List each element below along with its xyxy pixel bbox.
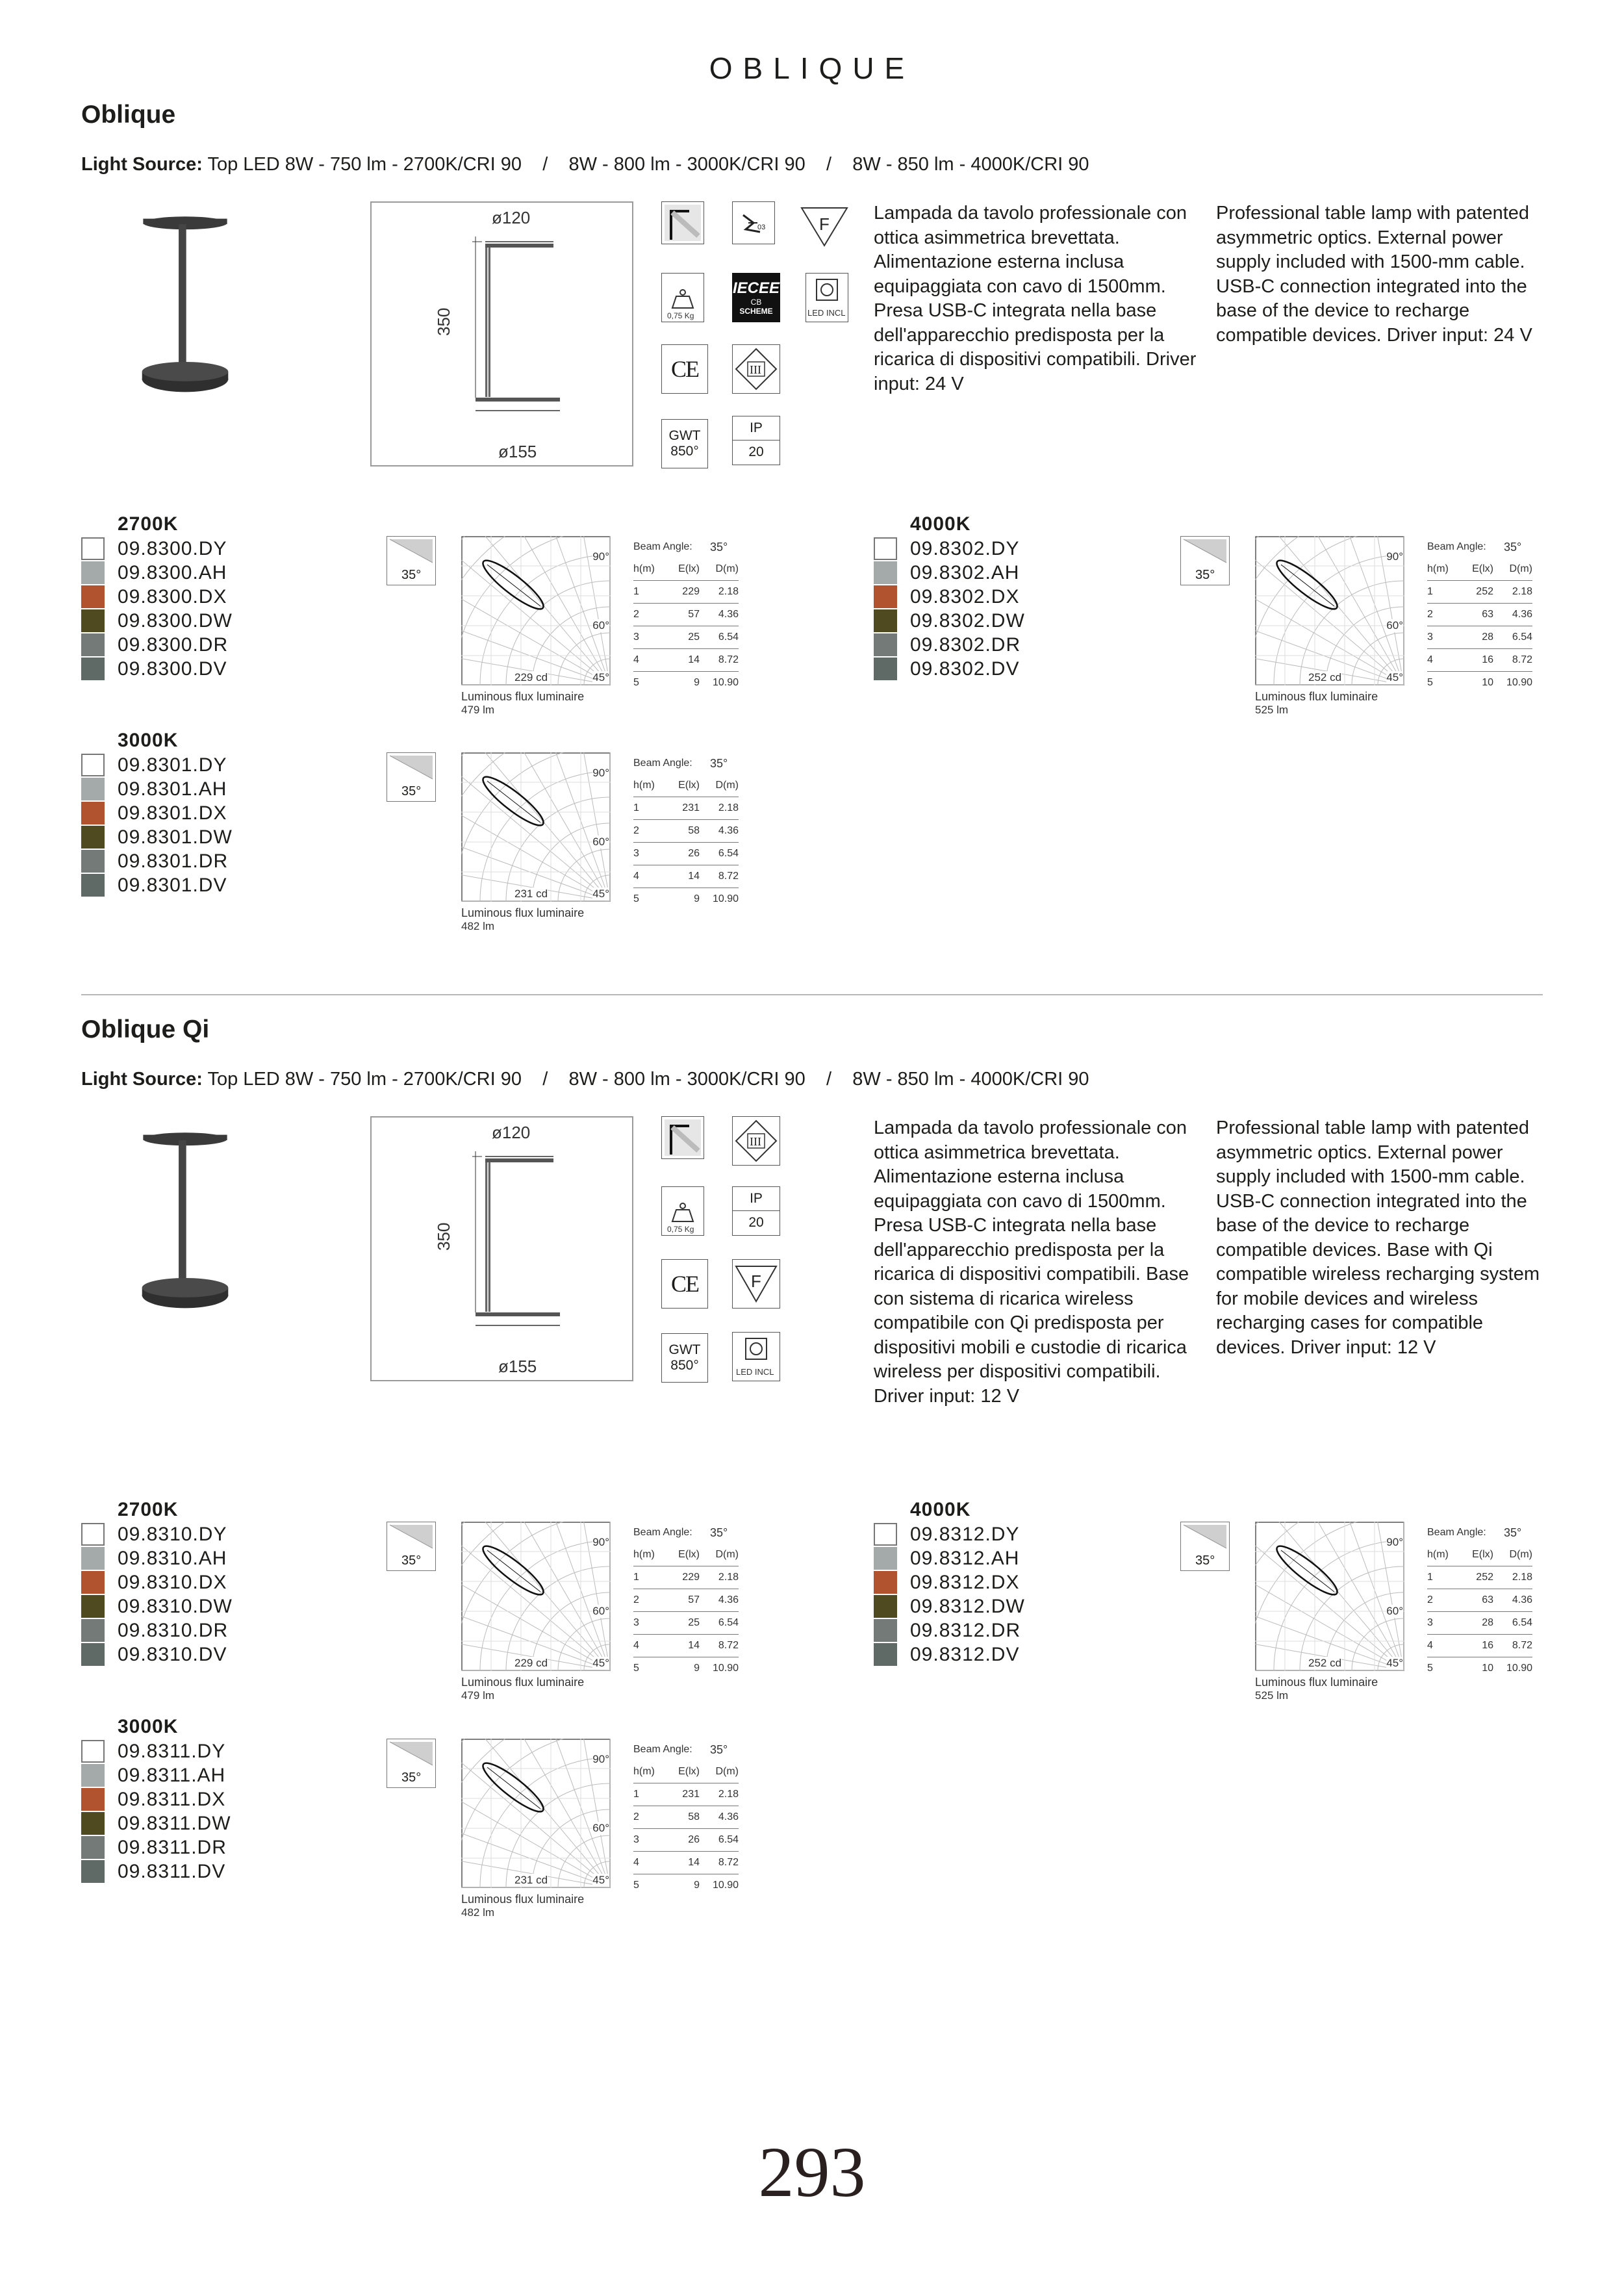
luminous-flux-value: 482 lm: [461, 920, 495, 932]
product-code-row[interactable]: [81, 873, 354, 897]
description-english: Professional table lamp with patented asymmetric optics. External power supply included with 1500-mm cable. USB-C connection integrated into the base of the device to recharge compatible devices. Base with Qi compatible wireless recharging system for mobile devices and wireless recharging cases for compatible devices. Driver input: 12 V: [1216, 1118, 1540, 1358]
table-row: 2 63 4.36: [1427, 604, 1532, 626]
color-temperature: 2700K: [118, 1499, 179, 1520]
product-code: 09.8301.DR: [118, 850, 229, 872]
weight-icon: [661, 1186, 704, 1236]
product-code: 09.8301.DY: [118, 754, 227, 776]
color-swatch: [874, 609, 897, 632]
table-row: 4 16 8.72: [1427, 1635, 1532, 1657]
product-code-row[interactable]: [81, 825, 354, 849]
color-swatch: [81, 1619, 105, 1642]
color-swatch: [81, 537, 105, 560]
luminous-flux-label: Luminous flux luminaire: [461, 1893, 585, 1906]
color-swatch: [81, 1836, 105, 1859]
iecee-cb-scheme-icon: IECEE CB SCHEME: [732, 273, 780, 322]
luminous-flux-value: 525 lm: [1255, 1689, 1289, 1702]
color-swatch: [874, 1523, 897, 1546]
ce-mark-icon: CE: [661, 344, 708, 394]
erp-energy-icon: [732, 201, 775, 244]
product-code-row[interactable]: [81, 1618, 354, 1642]
color-swatch: [81, 1547, 105, 1570]
illuminance-table: Beam Angle: 35° h(m) E(lx) D(m) 1 252 2.18 2 63 4.36 3 28 6.54 4 16 8.72 5 10 10.90: [1427, 1522, 1532, 1680]
variant-4000k: [874, 1499, 1147, 1667]
color-swatch: [874, 1619, 897, 1642]
asymmetric-optics-icon: [661, 1116, 704, 1159]
polar-diagram: 90° 60° 45° 252 cd: [1255, 536, 1404, 685]
product-code: 09.8311.AH: [118, 1764, 226, 1786]
product-code: 09.8311.DV: [118, 1860, 226, 1882]
svg-text:III: III: [750, 363, 761, 376]
product-code-row[interactable]: [81, 657, 354, 681]
product-code-row[interactable]: [81, 777, 354, 801]
beam-angle-icon: 35°: [1180, 536, 1230, 585]
color-swatch: [874, 1595, 897, 1618]
product-code-row[interactable]: [874, 1546, 1147, 1570]
table-row: 2 63 4.36: [1427, 1589, 1532, 1612]
color-swatch: [81, 585, 105, 608]
color-swatch: [81, 826, 105, 849]
led-included-icon: [806, 273, 848, 322]
peak-intensity: 231 cd: [514, 888, 548, 900]
table-row: 3 26 6.54: [633, 1829, 739, 1852]
product-code-row[interactable]: [874, 1522, 1147, 1546]
peak-intensity: 231 cd: [514, 1874, 548, 1886]
table-row: 1 231 2.18: [633, 797, 739, 820]
product-code-row[interactable]: [874, 537, 1147, 561]
color-swatch: [81, 609, 105, 632]
luminous-flux-label: Luminous flux luminaire: [461, 906, 585, 919]
color-temperature: 3000K: [118, 730, 179, 751]
polar-diagram: 90° 60° 45° 252 cd: [1255, 1522, 1404, 1671]
product-code: 09.8311.DW: [118, 1812, 231, 1834]
product-code: 09.8312.DX: [910, 1571, 1020, 1593]
svg-text:III: III: [750, 1135, 761, 1148]
peak-intensity: 229 cd: [514, 1657, 548, 1669]
luminous-flux-label: Luminous flux luminaire: [1255, 1676, 1378, 1689]
table-row: 5 10 10.90: [1427, 1663, 1532, 1674]
svg-text:0,75 Kg: 0,75 Kg: [667, 1225, 694, 1234]
product-code-row[interactable]: [874, 585, 1147, 609]
page-title: OBLIQUE: [709, 51, 915, 85]
luminous-flux-value: 479 lm: [461, 704, 495, 716]
luminous-flux-label: Luminous flux luminaire: [461, 1676, 585, 1689]
table-row: 3 25 6.54: [633, 1612, 739, 1635]
table-row: 5 9 10.90: [633, 893, 739, 904]
product-code-row[interactable]: [81, 753, 354, 777]
dimension-drawing: ø120 350 ø155: [370, 201, 633, 466]
svg-text:F: F: [751, 1271, 761, 1291]
table-row: 3 28 6.54: [1427, 626, 1532, 649]
product-code-row[interactable]: [874, 1570, 1147, 1594]
table-row: 4 16 8.72: [1427, 649, 1532, 672]
product-code-row[interactable]: [874, 1642, 1147, 1667]
color-swatch: [81, 874, 105, 897]
description-italian: Lampada da tavolo professionale con ottica asimmetrica brevettata. Alimentazione esterna inclusa equipaggiata con cavo di 1500mm. Presa USB-C integrata nella base dell'apparecchio predisposta per la ricarica di dispositivi compatibili. Base con sistema di ricarica wireless compatibile con Qi predisposta per dispositivi mobili e custodie di ricarica wireless per dispositivi compatibili. Driver input: 12 V: [874, 1118, 1189, 1407]
product-code-row[interactable]: [874, 609, 1147, 633]
illuminance-table: Beam Angle: 35° h(m) E(lx) D(m) 1 231 2.18 2 58 4.36 3 26 6.54 4 14 8.72 5 9 10.90: [633, 752, 739, 910]
ce-mark-icon: CE: [661, 1259, 708, 1309]
product-code: 09.8302.DR: [910, 633, 1021, 656]
table-row: 5 9 10.90: [633, 1663, 739, 1674]
asymmetric-optics-icon: [661, 201, 704, 244]
product-code-row[interactable]: [874, 657, 1147, 681]
table-row: 5 9 10.90: [633, 677, 739, 688]
lamp-product-image: [133, 211, 237, 400]
svg-text:F: F: [819, 214, 830, 234]
color-swatch: [874, 1643, 897, 1666]
svg-text:LED INCL: LED INCL: [736, 1367, 774, 1377]
description-italian: Lampada da tavolo professionale con ottica asimmetrica brevettata. Alimentazione esterna inclusa equipaggiata con cavo di 1500mm. Presa USB-C integrata nella base dell'apparecchio predisposta per la ricarica di dispositivi compatibili. Driver input: 24 V: [874, 203, 1197, 394]
variant-2700k: [81, 513, 354, 681]
table-row: 2 57 4.36: [633, 604, 739, 626]
table-row: 3 26 6.54: [633, 843, 739, 865]
product-code: 09.8312.AH: [910, 1547, 1020, 1569]
product-code-row[interactable]: [81, 1835, 354, 1859]
color-swatch: [81, 1764, 105, 1787]
illuminance-table: Beam Angle: 35° h(m) E(lx) D(m) 1 229 2.18 2 57 4.36 3 25 6.54 4 14 8.72 5 9 10.90: [633, 1522, 739, 1680]
product-code-row[interactable]: [81, 537, 354, 561]
table-row: 4 14 8.72: [633, 1852, 739, 1874]
ip-rating-icon: IP 20: [732, 1186, 780, 1236]
product-code: 09.8302.DW: [910, 609, 1025, 632]
color-temperature: 4000K: [910, 1499, 971, 1520]
product-code: 09.8301.DW: [118, 826, 233, 848]
color-swatch: [874, 561, 897, 584]
table-row: 5 10 10.90: [1427, 677, 1532, 688]
table-row: 1 229 2.18: [633, 581, 739, 604]
class-iii-icon: [732, 1116, 780, 1166]
illuminance-table: Beam Angle: 35° h(m) E(lx) D(m) 1 229 2.18 2 57 4.36 3 25 6.54 4 14 8.72 5 9 10.90: [633, 536, 739, 694]
product-code-row[interactable]: [81, 1546, 354, 1570]
product-code-row[interactable]: [81, 1763, 354, 1787]
product-code: 09.8311.DR: [118, 1836, 227, 1858]
color-swatch: [81, 850, 105, 873]
product-code: 09.8310.DV: [118, 1643, 227, 1665]
svg-text:03: 03: [757, 224, 766, 231]
product-code-row[interactable]: [81, 561, 354, 585]
color-swatch: [81, 1523, 105, 1546]
product-code: 09.8312.DW: [910, 1595, 1025, 1617]
table-row: 4 14 8.72: [633, 865, 739, 888]
beam-angle-icon: 35°: [387, 536, 436, 585]
light-source-line: Light Source: Top LED 8W - 750 lm - 2700K/CRI 90 / 8W - 800 lm - 3000K/CRI 90 / 8W - 850 lm - 4000K/CRI 90: [81, 154, 1089, 175]
color-swatch: [81, 1595, 105, 1618]
illuminance-table: Beam Angle: 35° h(m) E(lx) D(m) 1 231 2.18 2 58 4.36 3 26 6.54 4 14 8.72 5 9 10.90: [633, 1739, 739, 1897]
beam-angle-icon: 35°: [387, 1522, 436, 1571]
table-row: 5 9 10.90: [633, 1880, 739, 1891]
product-code-row[interactable]: [81, 1739, 354, 1763]
luminous-flux-label: Luminous flux luminaire: [1255, 690, 1378, 703]
svg-text:LED INCL: LED INCL: [807, 308, 846, 318]
peak-intensity: 252 cd: [1308, 1657, 1342, 1669]
product-code-row[interactable]: [81, 849, 354, 873]
beam-angle-icon: 35°: [387, 752, 436, 802]
lamp-product-image: [133, 1127, 237, 1316]
product-code: 09.8300.DW: [118, 609, 233, 632]
product-code-row[interactable]: [81, 633, 354, 657]
color-swatch: [874, 633, 897, 656]
product-code-row[interactable]: [81, 1570, 354, 1594]
product-code: 09.8312.DR: [910, 1619, 1021, 1641]
color-temperature: 4000K: [910, 513, 971, 535]
luminous-flux-value: 525 lm: [1255, 704, 1289, 716]
product-code: 09.8301.DV: [118, 874, 227, 896]
color-swatch: [81, 1812, 105, 1835]
variant-2700k: [81, 1499, 354, 1667]
beam-angle-icon: 35°: [387, 1739, 436, 1788]
product-code-row[interactable]: [81, 1642, 354, 1667]
table-row: 3 28 6.54: [1427, 1612, 1532, 1635]
table-row: 2 58 4.36: [633, 820, 739, 843]
polar-diagram: 90° 60° 45° 229 cd: [461, 536, 611, 685]
product-code: 09.8302.DV: [910, 658, 1020, 680]
product-code-row[interactable]: [874, 1594, 1147, 1618]
color-swatch: [81, 1643, 105, 1666]
color-swatch: [81, 633, 105, 656]
color-temperature: 2700K: [118, 513, 179, 535]
peak-intensity: 252 cd: [1308, 671, 1342, 683]
product-code: 09.8302.AH: [910, 561, 1020, 583]
product-code-row[interactable]: [874, 1618, 1147, 1642]
description-english: Professional table lamp with patented asymmetric optics. External power supply included with 1500-mm cable. USB-C connection integrated into the base of the device to recharge compatible devices. Driver input: 24 V: [1216, 203, 1532, 346]
product-code: 09.8301.DX: [118, 802, 227, 824]
table-row: 1 252 2.18: [1427, 1566, 1532, 1589]
color-swatch: [81, 1788, 105, 1811]
product-code-row[interactable]: [81, 1811, 354, 1835]
color-swatch: [874, 585, 897, 608]
led-included-icon: [732, 1332, 780, 1381]
product-code: 09.8312.DV: [910, 1643, 1020, 1665]
product-code: 09.8301.AH: [118, 778, 227, 800]
table-row: 4 14 8.72: [633, 649, 739, 672]
product-code: 09.8302.DX: [910, 585, 1020, 607]
section-title-oblique-qi: Oblique Qi: [81, 1016, 210, 1043]
product-code: 09.8311.DX: [118, 1788, 226, 1810]
product-code-row[interactable]: [81, 1859, 354, 1884]
section-title-oblique: Oblique: [81, 101, 176, 129]
dimension-drawing: ø120 350 ø155: [370, 1116, 633, 1381]
table-row: 3 25 6.54: [633, 626, 739, 649]
class-iii-icon: [732, 344, 780, 394]
product-code: 09.8310.AH: [118, 1547, 227, 1569]
product-code: 09.8300.DR: [118, 633, 229, 656]
peak-intensity: 229 cd: [514, 671, 548, 683]
table-row: 1 252 2.18: [1427, 581, 1532, 604]
product-code: 09.8310.DY: [118, 1523, 227, 1545]
beam-angle-icon: 35°: [1180, 1522, 1230, 1571]
color-swatch: [874, 537, 897, 560]
product-code-row[interactable]: [81, 1522, 354, 1546]
table-row: 1 229 2.18: [633, 1566, 739, 1589]
color-swatch: [81, 802, 105, 824]
product-code: 09.8302.DY: [910, 537, 1020, 559]
product-code: 09.8300.AH: [118, 561, 227, 583]
luminous-flux-value: 482 lm: [461, 1906, 495, 1919]
color-swatch: [81, 1860, 105, 1883]
product-code: 09.8310.DR: [118, 1619, 229, 1641]
color-swatch: [81, 1740, 105, 1763]
product-code-row[interactable]: [81, 1787, 354, 1811]
table-row: 1 231 2.18: [633, 1783, 739, 1806]
product-code-row[interactable]: [874, 633, 1147, 657]
color-swatch: [874, 1547, 897, 1570]
product-code: 09.8310.DW: [118, 1595, 233, 1617]
f-mark-icon: [800, 207, 848, 247]
variant-4000k: [874, 513, 1147, 681]
section-divider: [81, 994, 1543, 995]
glow-wire-test-icon: GWT 850°: [661, 419, 708, 468]
color-temperature: 3000K: [118, 1716, 179, 1737]
variant-3000k: [81, 1716, 354, 1884]
luminous-flux-value: 479 lm: [461, 1689, 495, 1702]
polar-diagram: 90° 60° 45° 231 cd: [461, 1739, 611, 1888]
color-swatch: [81, 1571, 105, 1594]
light-source-line: Light Source: Top LED 8W - 750 lm - 2700K/CRI 90 / 8W - 800 lm - 3000K/CRI 90 / 8W - 850 lm - 4000K/CRI 90: [81, 1069, 1089, 1090]
color-swatch: [81, 754, 105, 776]
table-row: 2 58 4.36: [633, 1806, 739, 1829]
color-swatch: [874, 658, 897, 680]
color-swatch: [81, 561, 105, 584]
color-swatch: [874, 1571, 897, 1594]
f-mark-icon: [732, 1259, 780, 1309]
product-code: 09.8300.DV: [118, 658, 227, 680]
product-code-row[interactable]: [81, 609, 354, 633]
product-code: 09.8300.DY: [118, 537, 227, 559]
table-row: 4 14 8.72: [633, 1635, 739, 1657]
polar-diagram: 90° 60° 45° 231 cd: [461, 752, 611, 902]
weight-icon: [661, 273, 704, 322]
color-swatch: [81, 778, 105, 800]
table-row: 2 57 4.36: [633, 1589, 739, 1612]
svg-text:0,75 Kg: 0,75 Kg: [667, 311, 694, 320]
product-code: 09.8300.DX: [118, 585, 227, 607]
variant-3000k: [81, 730, 354, 897]
product-code-row[interactable]: [81, 1594, 354, 1618]
illuminance-table: Beam Angle: 35° h(m) E(lx) D(m) 1 252 2.18 2 63 4.36 3 28 6.54 4 16 8.72 5 10 10.90: [1427, 536, 1532, 694]
glow-wire-test-icon: GWT 850°: [661, 1333, 708, 1383]
ip-rating-icon: IP 20: [732, 416, 780, 465]
polar-diagram: 90° 60° 45° 229 cd: [461, 1522, 611, 1671]
product-code-row[interactable]: [874, 561, 1147, 585]
luminous-flux-label: Luminous flux luminaire: [461, 690, 585, 703]
product-code: 09.8311.DY: [118, 1740, 226, 1762]
product-code-row[interactable]: [81, 585, 354, 609]
page-number: 293: [758, 2132, 866, 2212]
product-code: 09.8312.DY: [910, 1523, 1020, 1545]
product-code: 09.8310.DX: [118, 1571, 227, 1593]
product-code-row[interactable]: [81, 801, 354, 825]
color-swatch: [81, 658, 105, 680]
